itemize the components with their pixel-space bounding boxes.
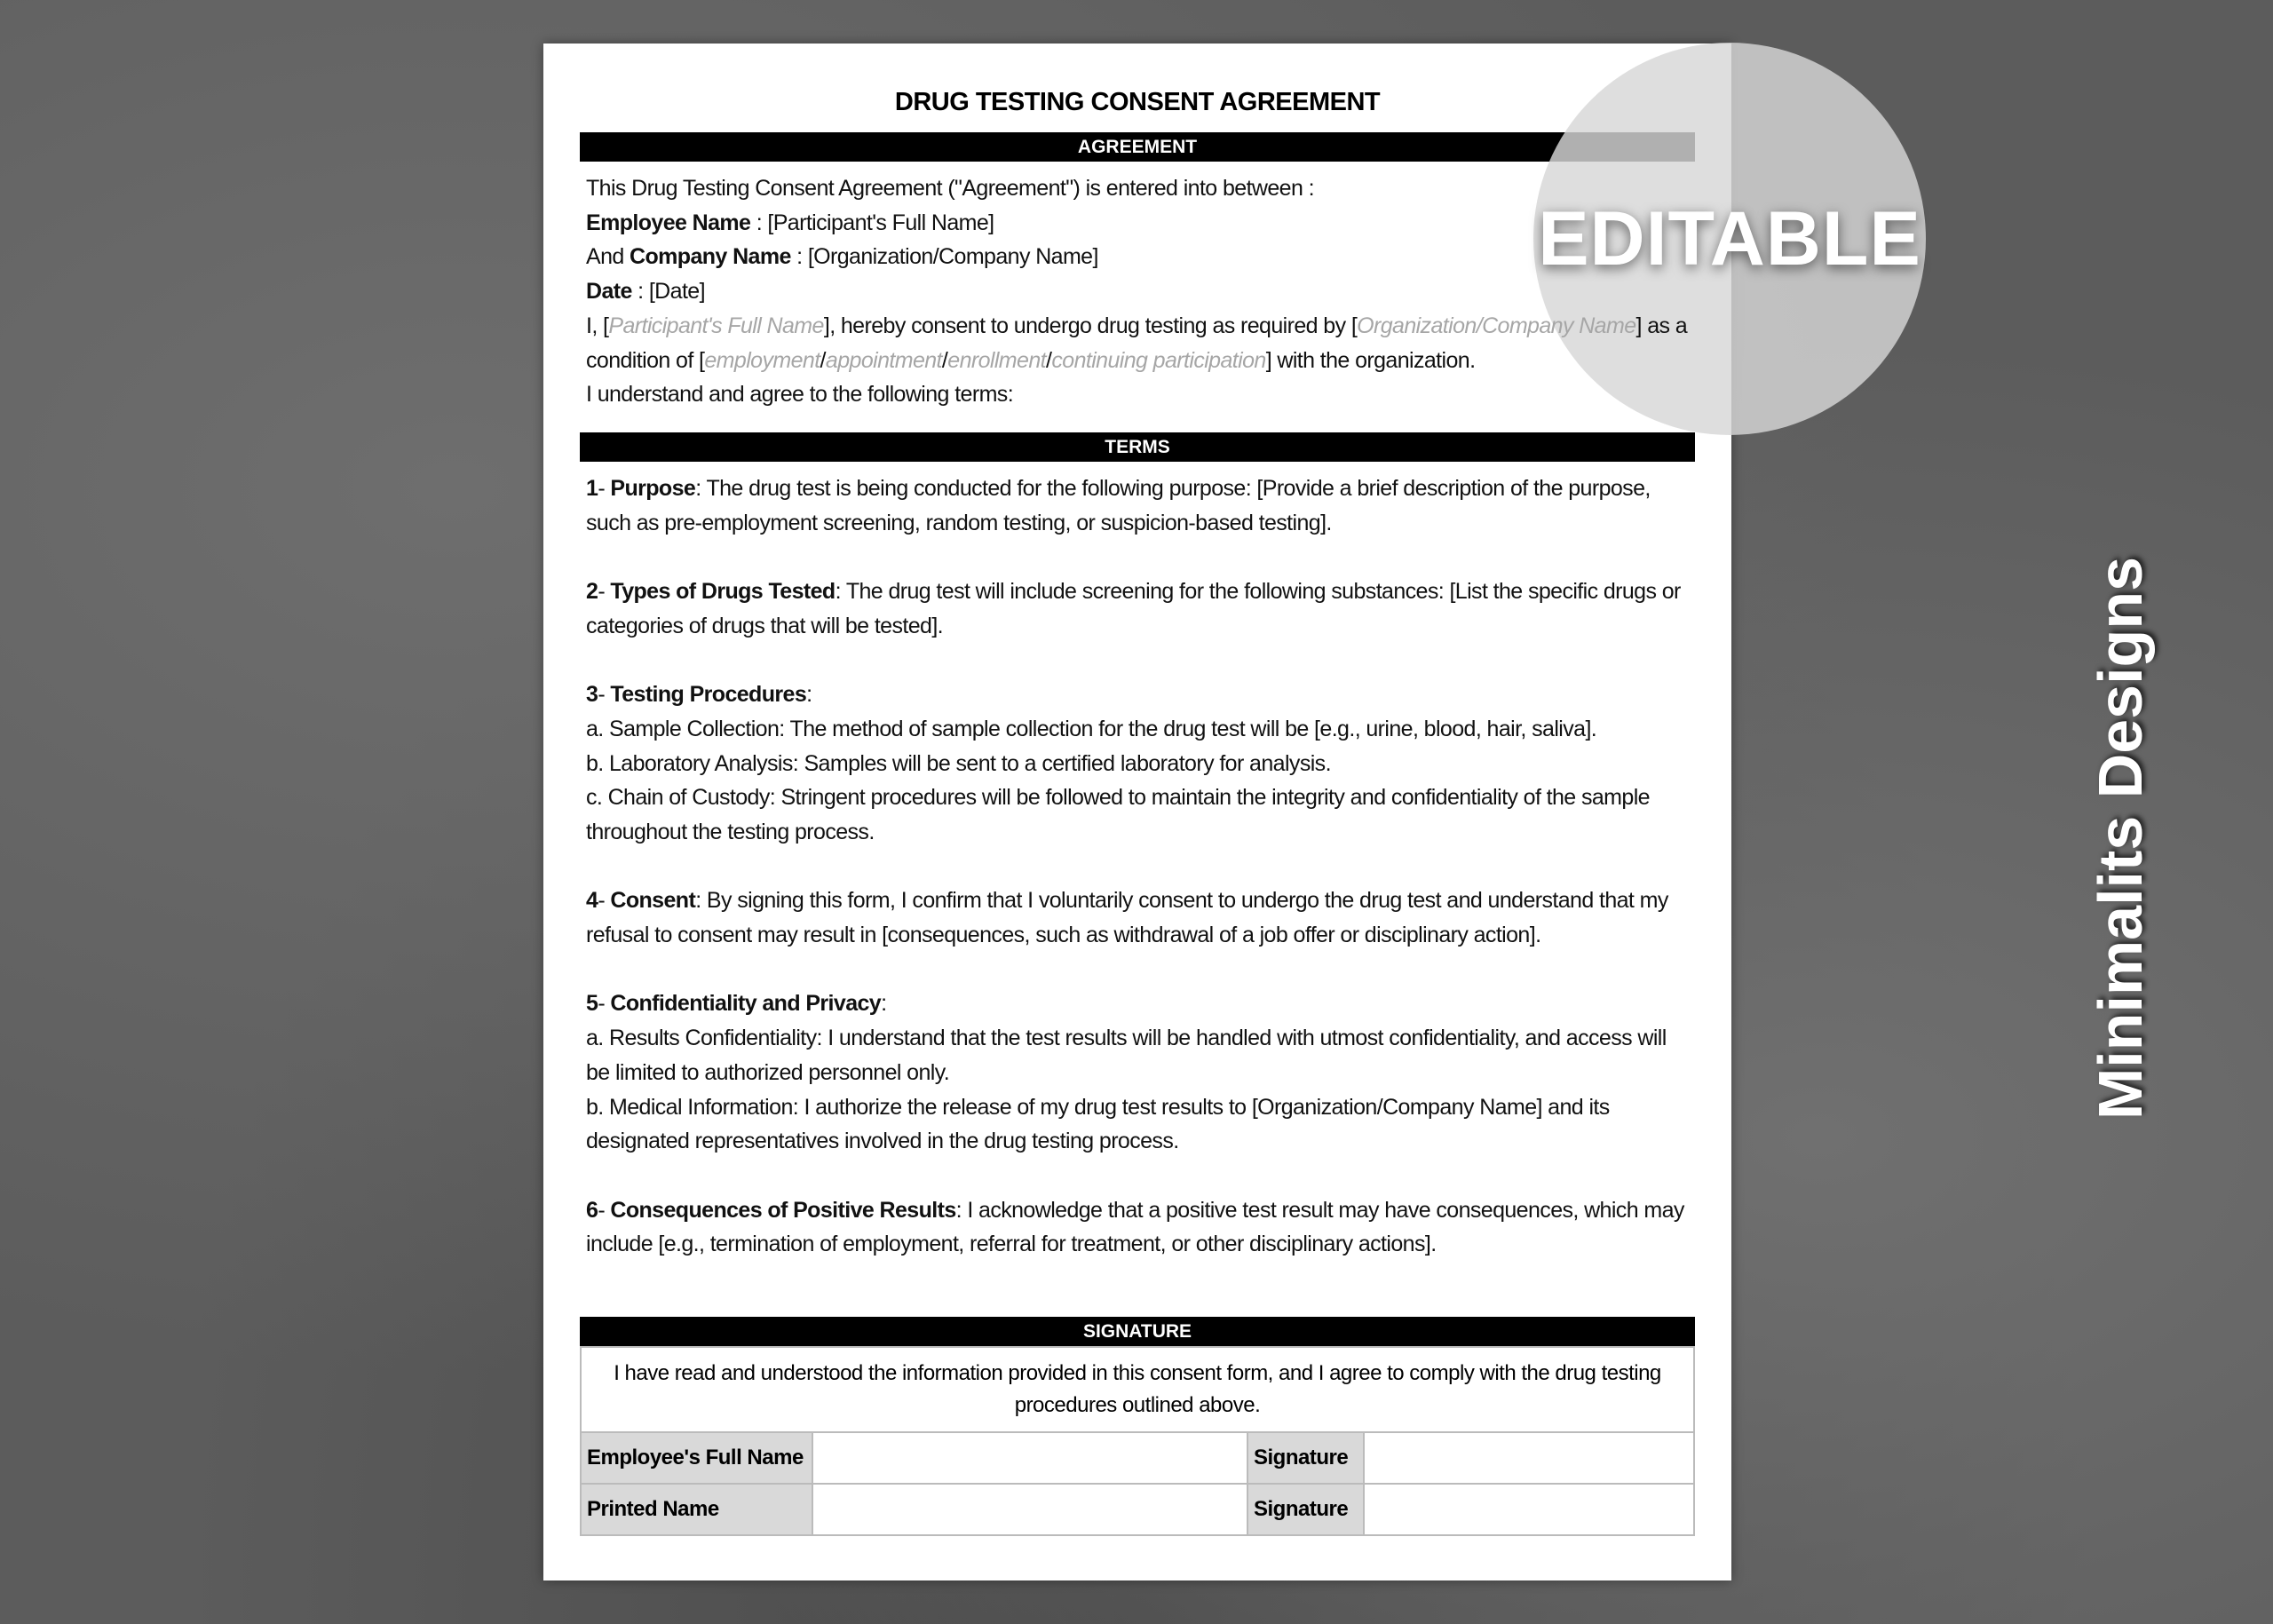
term-first-line: 1- Purpose: The drug test is being conducted for the following purpose: [Provide a brief description of the purpose, such as pre-employment screening, random testing, or suspicion-based testing].	[586, 476, 1651, 535]
term-number: 2	[586, 579, 598, 605]
date-value[interactable]: : [Date]	[631, 279, 705, 305]
editable-badge: EDITABLE	[1538, 196, 1921, 281]
term-item	[586, 1193, 1691, 1262]
consent-text: ], hereby consent to undergo drug testing as required by [	[823, 313, 1358, 338]
paragraph-gap	[586, 1159, 1691, 1193]
employee-line	[586, 206, 1691, 241]
placeholder-employment[interactable]: employment	[704, 347, 820, 373]
printed-name-field[interactable]	[812, 1484, 1247, 1535]
signature-table	[580, 1346, 1695, 1536]
agreement-body	[586, 171, 1691, 412]
slash: /	[1046, 347, 1052, 373]
employee-full-name-label: Employee's Full Name	[581, 1432, 812, 1484]
term-text: : The drug test is being conducted for the following purpose: [Provide a brief description of the purpose, such as pre-employment screening, random testing, or suspicion-based testing].	[586, 476, 1651, 535]
term-number: 4	[586, 888, 598, 914]
and-text: And	[586, 244, 630, 270]
date-label: Date	[586, 279, 632, 305]
term-title: Testing Procedures	[610, 682, 807, 708]
term-subitem: b. Laboratory Analysis: Samples will be sent to a certified laboratory for analysis.	[586, 750, 1331, 776]
term-title: Purpose	[610, 476, 696, 501]
paragraph-gap	[586, 953, 1691, 987]
consent-statement	[586, 309, 1691, 377]
company-label: Company Name	[630, 244, 791, 270]
page-title: DRUG TESTING CONSENT AGREEMENT	[894, 88, 1381, 116]
placeholder-participant[interactable]: Participant's Full Name	[608, 313, 824, 338]
closing-text: I understand and agree to the following terms:	[586, 382, 1014, 408]
term-number: 1	[586, 476, 598, 501]
brand-watermark: Minimalits Designs	[2086, 556, 2155, 1121]
paragraph-gap	[586, 540, 1691, 574]
term-text: :	[881, 991, 887, 1017]
term-first-line: 5- Confidentiality and Privacy:	[586, 991, 887, 1017]
term-item	[586, 471, 1691, 540]
company-value[interactable]: : [Organization/Company Name]	[790, 244, 1098, 270]
term-subitem: a. Results Confidentiality: I understand that the test results will be handled with utmost confidentiality, and access will be limited to authorized personnel only.	[586, 1026, 1667, 1085]
term-number: 3	[586, 682, 598, 708]
signature-statement: I have read and understood the information provided in this consent form, and I agree to comply with the drug testing procedures outlined above.	[581, 1347, 1694, 1432]
term-subitem: a. Sample Collection: The method of sample collection for the drug test will be [e.g., urine, blood, hair, saliva].	[586, 716, 1597, 741]
table-row	[581, 1432, 1694, 1484]
term-item	[586, 986, 1691, 1159]
term-first-line: 6- Consequences of Positive Results: I acknowledge that a positive test result may have consequences, which may include [e.g., termination of employment, referral for treatment, or other disciplinary actions].	[586, 1197, 1684, 1257]
term-text: : The drug test will include screening for the following substances: [List the specific drugs or categories of drugs that will be tested].	[586, 579, 1681, 638]
term-title: Consent	[610, 888, 696, 914]
term-title: Confidentiality and Privacy	[610, 991, 882, 1017]
table-row	[581, 1484, 1694, 1535]
term-first-line: 4- Consent: By signing this form, I confirm that I voluntarily consent to undergo the drug test and understand that my refusal to consent may result in [consequences, such as withdrawal of a job offer or disciplinary action].	[586, 888, 1668, 948]
term-item	[586, 883, 1691, 952]
slash: /	[941, 347, 948, 373]
term-text: : By signing this form, I confirm that I voluntarily consent to undergo the drug test and understand that my refusal to consent may result in [consequences, such as withdrawal of a job offer or disciplinary action].	[586, 888, 1668, 948]
intro-text: This Drug Testing Consent Agreement ("Agreement") is entered into between :	[586, 176, 1314, 201]
term-number: 5	[586, 991, 598, 1017]
placeholder-continuing[interactable]: continuing participation	[1051, 347, 1266, 373]
signature-label: Signature	[1247, 1432, 1364, 1484]
placeholder-enrollment[interactable]: enrollment	[947, 347, 1046, 373]
term-title: Types of Drugs Tested	[610, 579, 836, 605]
consent-text: ] with the organization.	[1265, 347, 1476, 373]
company-line	[586, 240, 1691, 274]
section-header-agreement: AGREEMENT	[580, 132, 1695, 162]
date-line	[586, 274, 1691, 309]
section-header-terms: TERMS	[580, 432, 1695, 462]
consent-text: ] as a condition of [	[586, 313, 1688, 373]
signature-field[interactable]	[1364, 1484, 1694, 1535]
term-item	[586, 574, 1691, 643]
signature-label: Signature	[1247, 1484, 1364, 1535]
section-header-signature: SIGNATURE	[580, 1317, 1695, 1346]
term-text: : I acknowledge that a positive test result may have consequences, which may include [e.g., termination of employment, referral for treatment, or other disciplinary actions].	[586, 1197, 1684, 1257]
term-subitem: b. Medical Information: I authorize the release of my drug test results to [Organization/Company Name] and its designated representatives involved in the drug testing process.	[586, 1094, 1610, 1154]
employee-full-name-field[interactable]	[812, 1432, 1247, 1484]
paragraph-gap	[586, 644, 1691, 678]
printed-name-label: Printed Name	[581, 1484, 812, 1535]
slash: /	[820, 347, 826, 373]
term-number: 6	[586, 1197, 598, 1223]
terms-body	[586, 471, 1691, 1262]
signature-field[interactable]	[1364, 1432, 1694, 1484]
term-title: Consequences of Positive Results	[610, 1197, 956, 1223]
employee-label: Employee Name	[586, 210, 751, 235]
placeholder-appointment[interactable]: appointment	[825, 347, 942, 373]
term-first-line: 2- Types of Drugs Tested: The drug test will include screening for the following substances: [List the specific drugs or categories of drugs that will be tested].	[586, 579, 1681, 638]
term-text: :	[806, 682, 812, 708]
consent-text: I, [	[586, 313, 609, 338]
term-first-line: 3- Testing Procedures:	[586, 682, 812, 708]
paragraph-gap	[586, 850, 1691, 884]
term-subitem: c. Chain of Custody: Stringent procedures will be followed to maintain the integrity and confidentiality of the sample throughout the testing process.	[586, 785, 1650, 844]
employee-value[interactable]: : [Participant's Full Name]	[750, 210, 994, 235]
term-item	[586, 677, 1691, 850]
placeholder-organization[interactable]: Organization/Company Name	[1357, 313, 1636, 338]
